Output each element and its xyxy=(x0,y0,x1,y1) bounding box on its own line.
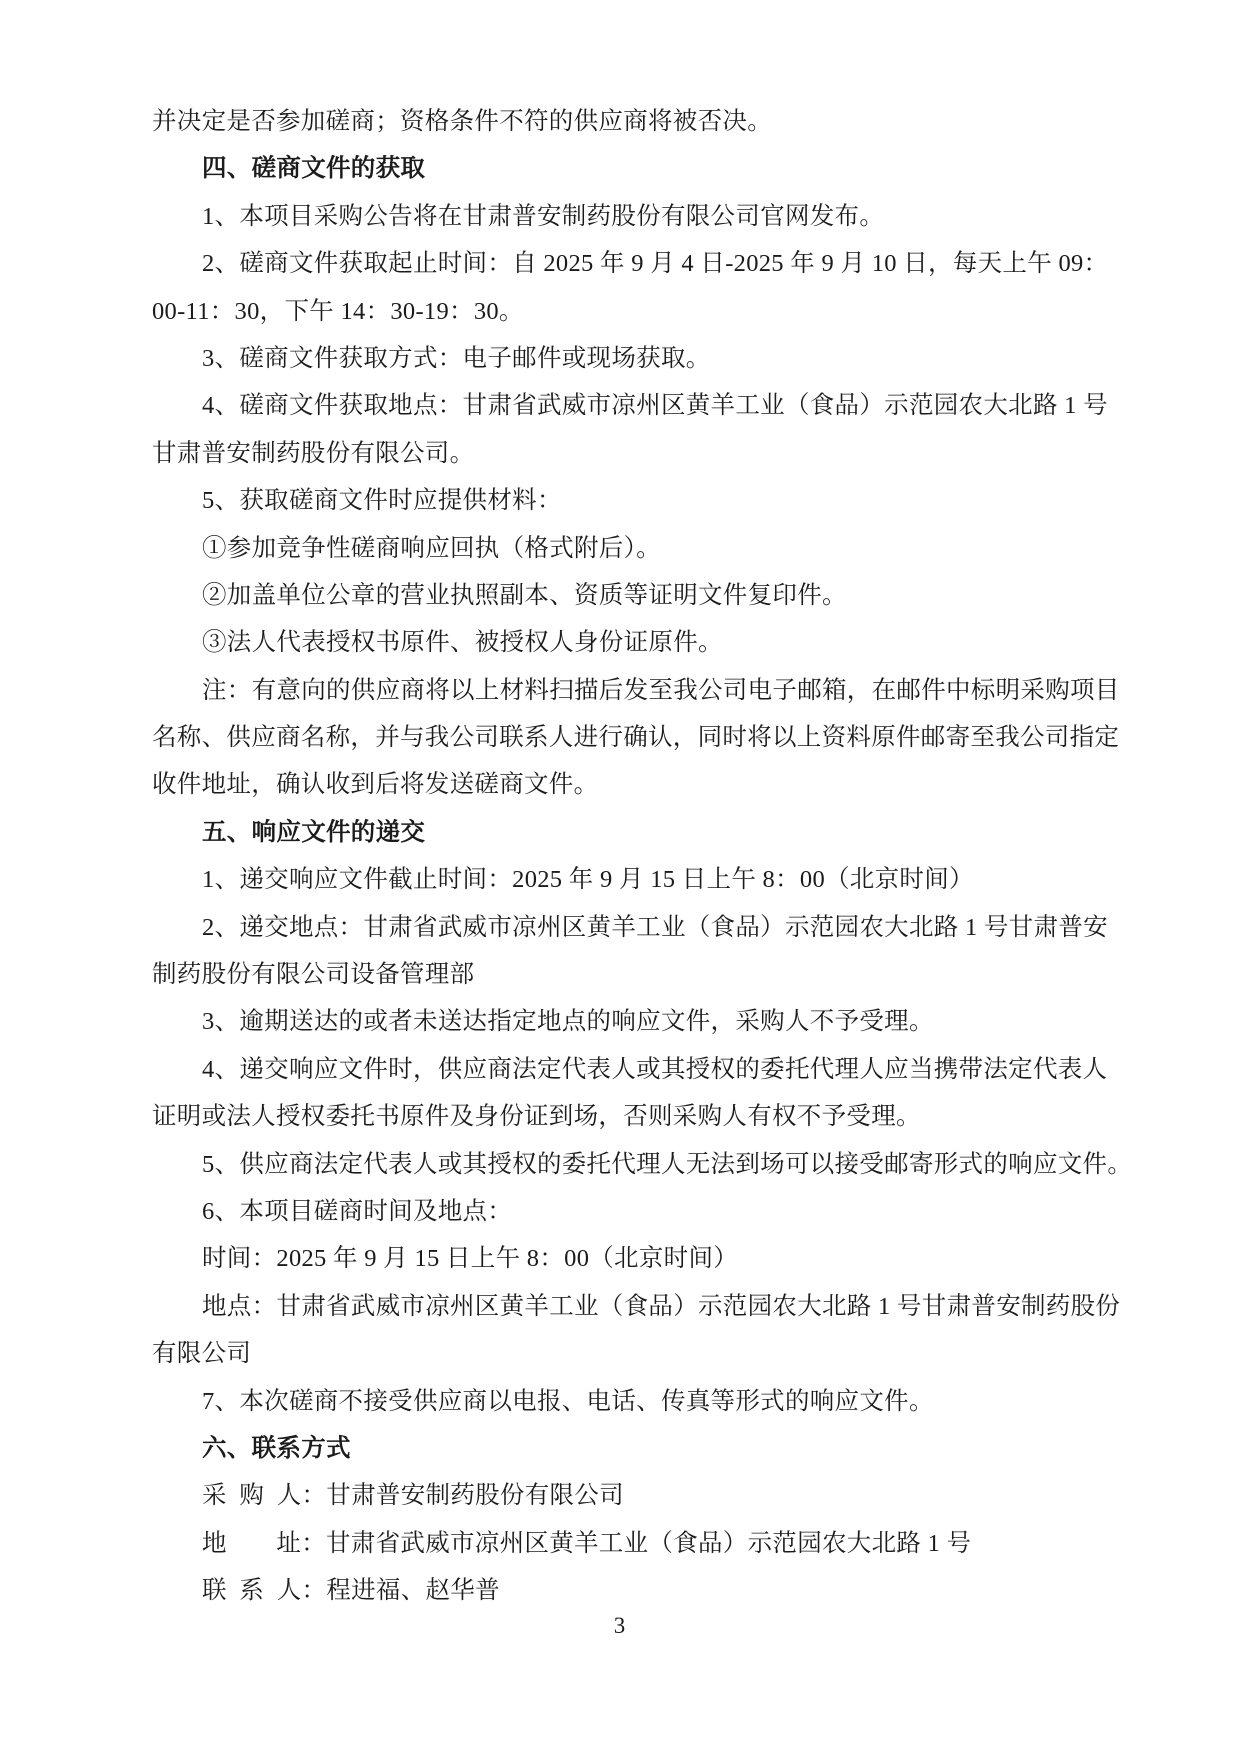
text-line: ①参加竞争性磋商响应回执（格式附后）。 xyxy=(202,534,661,562)
text-line: 4、磋商文件获取地点：甘肃省武威市凉州区黄羊工业（食品）示范园农大北路 1 号 xyxy=(202,392,1108,420)
text-line: 1、递交响应文件截止时间：2025 年 9 月 15 日上午 8：00（北京时间） xyxy=(202,866,974,894)
text-line: 1、本项目采购公告将在甘肃普安制药股份有限公司官网发布。 xyxy=(202,202,885,230)
text-line: 地 址：甘肃省武威市凉州区黄羊工业（食品）示范园农大北路 1 号 xyxy=(202,1529,972,1557)
text-line: 5、获取磋商文件时应提供材料： xyxy=(202,487,562,515)
text-line: 3、磋商文件获取方式：电子邮件或现场获取。 xyxy=(202,344,711,372)
page-number: 3 xyxy=(613,1613,626,1638)
text-line: 4、递交响应文件时，供应商法定代表人或其授权的委托代理人应当携带法定代表人 xyxy=(202,1055,1108,1083)
text-line: 采 购 人：甘肃普安制药股份有限公司 xyxy=(202,1482,624,1510)
text-line: 收件地址，确认收到后将发送磋商文件。 xyxy=(152,771,599,799)
text-line: 3、逾期送达的或者未送达指定地点的响应文件，采购人不予受理。 xyxy=(202,1008,934,1036)
text-line: 并决定是否参加磋商；资格条件不符的供应商将被否决。 xyxy=(152,108,772,135)
text-line: 有限公司 xyxy=(152,1340,252,1368)
text-line: ③法人代表授权书原件、被授权人身份证原件。 xyxy=(202,629,723,657)
text-line: 00-11：30，下午 14：30-19：30。 xyxy=(152,297,524,325)
text-line: 证明或法人授权委托书原件及身份证到场，否则采购人有权不予受理。 xyxy=(152,1103,921,1131)
section-heading: 四、磋商文件的获取 xyxy=(202,155,426,183)
text-line: 5、供应商法定代表人或其授权的委托代理人无法到场可以接受邮寄形式的响应文件。 xyxy=(202,1150,1133,1178)
document-body xyxy=(152,98,1133,1615)
text-line: 2、递交地点：甘肃省武威市凉州区黄羊工业（食品）示范园农大北路 1 号甘肃普安 xyxy=(202,913,1108,941)
text-line: 6、本项目磋商时间及地点： xyxy=(202,1197,513,1225)
text-line: 注：有意向的供应商将以上材料扫描后发至我公司电子邮箱，在邮件中标明采购项目 xyxy=(202,676,1120,704)
text-line: 甘肃普安制药股份有限公司。 xyxy=(152,439,475,467)
text-line: 7、本次磋商不接受供应商以电报、电话、传真等形式的响应文件。 xyxy=(202,1387,934,1415)
text-line: 时间：2025 年 9 月 15 日上午 8：00（北京时间） xyxy=(202,1245,739,1273)
text-line: 名称、供应商名称，并与我公司联系人进行确认，同时将以上资料原件邮寄至我公司指定 xyxy=(152,724,1120,752)
text-line: 地点：甘肃省武威市凉州区黄羊工业（食品）示范园农大北路 1 号甘肃普安制药股份 xyxy=(202,1292,1121,1320)
section-heading: 五、响应文件的递交 xyxy=(202,818,426,846)
text-line: 联 系 人：程进福、赵华普 xyxy=(202,1577,500,1605)
text-line: ②加盖单位公章的营业执照副本、资质等证明文件复印件。 xyxy=(202,581,847,609)
section-heading: 六、联系方式 xyxy=(202,1434,351,1462)
text-line: 2、磋商文件获取起止时间：自 2025 年 9 月 4 日-2025 年 9 月 10 日，每天上午 09： xyxy=(202,250,1109,278)
text-line: 制药股份有限公司设备管理部 xyxy=(152,961,475,989)
